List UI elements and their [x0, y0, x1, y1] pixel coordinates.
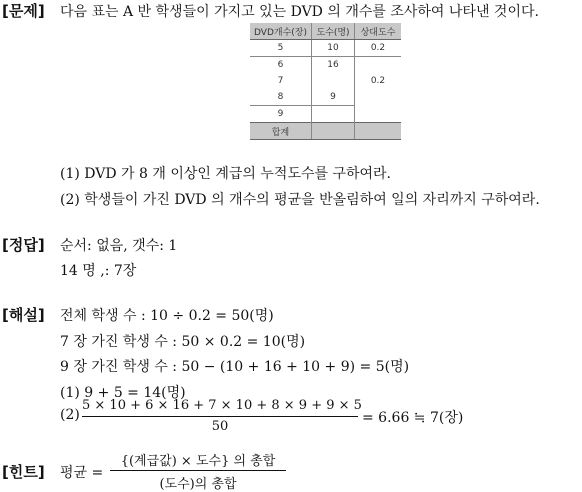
table-cell: 9 [277, 109, 284, 119]
mean-fraction-numerator: 5 × 10 + 6 × 16 + 7 × 10 + 8 × 9 + 9 × 5 [82, 398, 362, 413]
table-cell: 5 [250, 40, 312, 57]
hint-fraction-numerator: {(계급값) × 도수} 의 총합 [120, 454, 276, 469]
mean-fraction-denominator: 50 [211, 419, 229, 434]
table-cell [355, 106, 402, 123]
hint-fraction-denominator: (도수)의 총합 [159, 477, 237, 492]
table-total-label: 합계 [250, 123, 312, 140]
solution-line-1: 전체 학생 수 : 10 ÷ 0.2 = 50(명) [60, 308, 274, 324]
hint-label: [힌트] [2, 463, 45, 481]
table-cell [312, 106, 355, 123]
table-cell: 0.2 [355, 40, 402, 57]
hint-prefix: 평균 = [60, 465, 104, 481]
table-cell: 10 [312, 40, 355, 57]
problem-label: [문제] [2, 2, 45, 20]
solution-label: [해설] [2, 306, 45, 324]
solution-line-5-prefix: (2) [60, 407, 80, 423]
solution-line-2: 7 장 가진 학생 수 : 50 × 0.2 = 10(명) [60, 334, 306, 350]
solution-line-4: (1) 9 + 5 = 14(명) [60, 385, 186, 401]
table-header-row [250, 23, 401, 40]
question-2: (2) 학생들이 가진 DVD 의 개수의 평균을 반올림하여 일의 자리까지 구하여라. [60, 192, 540, 208]
table-row [250, 57, 401, 74]
question-1: (1) DVD 가 8 개 이상인 계급의 누적도수를 구하여라. [60, 166, 392, 182]
table-header-cell: 상대도수 [355, 23, 402, 40]
table-cell: 7 [277, 76, 284, 86]
solution-line-5-result: = 6.66 ≒ 7(장) [362, 410, 464, 426]
hint-fraction [110, 450, 286, 490]
dvd-frequency-table [250, 23, 401, 140]
table-cell: 16 [312, 57, 355, 74]
table-cell [355, 123, 402, 140]
mean-fraction [82, 398, 362, 436]
table-cell [312, 123, 355, 140]
table-cell: 9 [312, 89, 355, 106]
table-header-cell: DVD개수(장) [250, 23, 312, 40]
fraction-bar [110, 470, 286, 471]
answer-line-2: 14 명 ,: 7장 [60, 263, 137, 279]
problem-statement: 다음 표는 A 반 학생들이 가지고 있는 DVD 의 개수를 조사하여 나타낸 것이다. [60, 4, 539, 20]
table-row [250, 106, 401, 123]
table-cell: 8 [250, 89, 312, 106]
table-header-cell: 도수(명) [312, 23, 355, 40]
table-cell: 6 [277, 60, 284, 70]
table-total-row [250, 123, 401, 140]
table-cell [312, 73, 355, 89]
table-row [250, 40, 401, 57]
fraction-bar [82, 416, 358, 417]
solution-line-3: 9 장 가진 학생 수 : 50 − (10 + 16 + 10 + 9) = 5(명) [60, 359, 410, 375]
answer-line-1: 순서: 없음, 갯수: 1 [60, 238, 178, 254]
answer-label: [정답] [2, 236, 45, 254]
table-cell: 0.2 [355, 57, 402, 106]
